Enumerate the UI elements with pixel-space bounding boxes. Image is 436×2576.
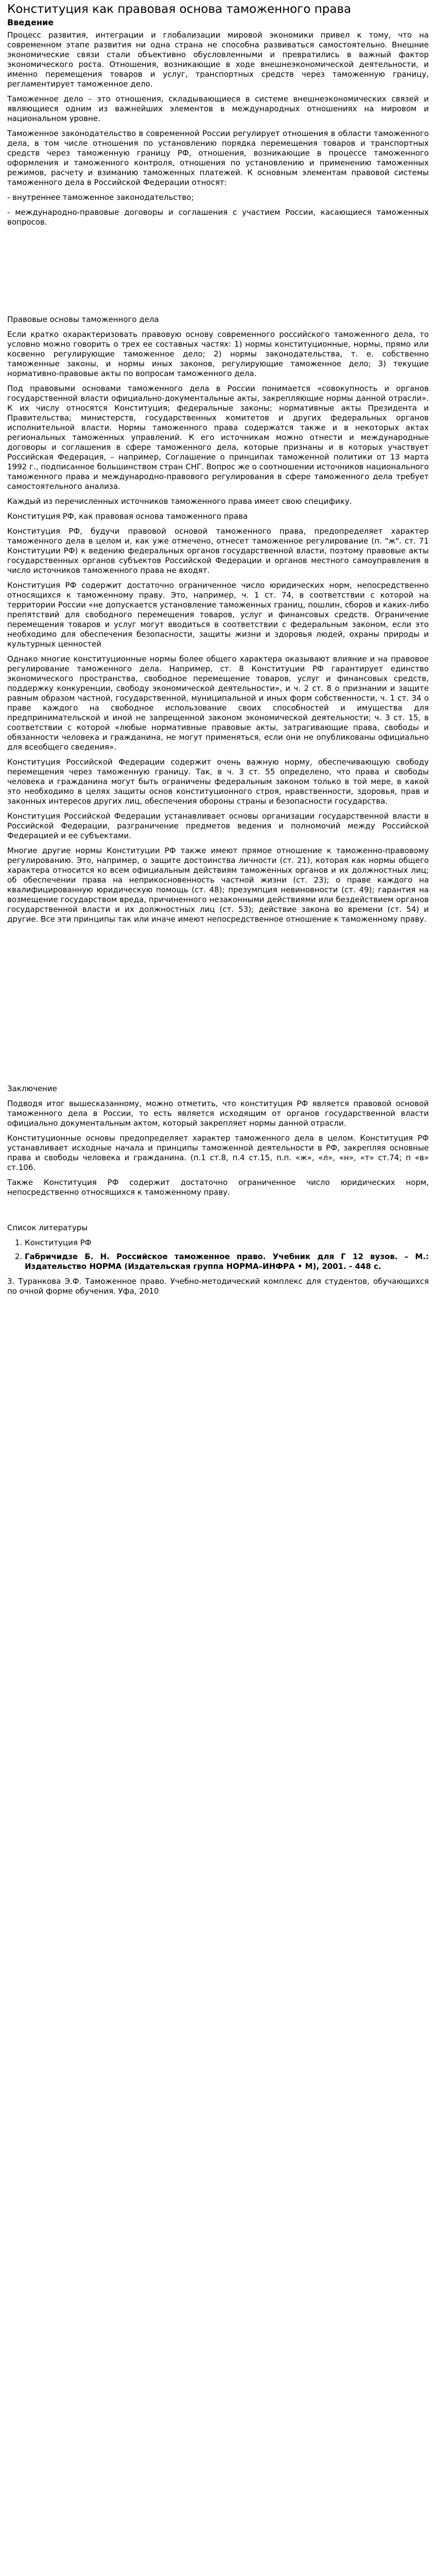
spacer (7, 232, 429, 315)
reference-item (25, 1238, 429, 1248)
references-section (7, 1223, 429, 1296)
reference-item (25, 1252, 429, 1272)
section-paragraph: Также Конституция РФ содержит достаточно ограниченное число юридических норм, непосредственно относящихся к таможенному праву. (7, 1178, 429, 1197)
reference-text: Конституция РФ (25, 1238, 92, 1247)
section-title: Список литературы (7, 1223, 88, 1232)
document-title: Конституция как правовая основа таможенного права (7, 3, 352, 16)
intro-paragraph: Таможенное законодательство в современной России регулирует отношения в области таможенного дела, в том числе отношения по установлению порядка перемещения товаров и транспортных средств через таможенную границу РФ, отношения, возникающие в процессе таможенного оформления и таможенного контроля, отношения по установлению и применению таможенных режимов, расчету и взиманию таможенных платежей. К основным элементам правовой системы таможенного дела в Российской Федерации относят: (7, 129, 429, 187)
references-list (7, 1238, 429, 1272)
section-title: Конституция РФ, как правовая основа таможенного права (7, 512, 248, 521)
section-paragraph: Конституция Российской Федерации содержит очень важную норму, обеспечивающую свободу перемещения через таможенную границу. Так, в ч. 3 ст. 55 определено, что права и свободы человека и гражданина могут быть ограничены федеральным законом только в той мере, в какой это необходимо в целях защиты основ конституционного строя, нравственности, здоровья, прав и законных интересов других лиц, обеспечения обороны страны и безопасности государства. (7, 757, 429, 806)
intro-heading: Введение (7, 18, 54, 27)
intro-paragraph: Процесс развития, интеграции и глобализации мировой экономики привел к тому, что на современном этапе развития ни одна страна не способна развиваться самостоятельно. Внешние экономические связи стали объективно обусловленными и превратились в важный фактор экономического роста. Отношения, возникающие в ходе внешнеэкономической деятельности, и именно перемещения товаров и услуг, транспортных средств через таможенную границу, регламентирует таможенное дело. (7, 30, 429, 89)
section-paragraph: Конституция Российской Федерации устанавливает основы организации государственной власти в Российской Федерации, разграничение предметов ведения и полномочий между Российской Федерацией и ее субъектами. (7, 811, 429, 840)
section-paragraph: Конституция РФ содержит достаточно ограниченное число юридических норм, непосредственно относящихся к таможенному праву. Это, например, ч. 1 ст. 74, в соответствии с которой на территории России «не допускается установление таможенных границ, пошлин, сборов и каких-либо препятствий для свободного перемещения товаров, услуг и финансовых средств. Ограничение перемещения товаров и услуг могут вводиться в соответствии с федеральным законом, если это необходимо для обеспечения безопасности, защиты жизни и здоровья людей, охраны природы и культурных ценностей (7, 581, 429, 649)
constitution-section (7, 512, 429, 924)
intro-list-item: - международно-правовые договоры и соглашения с участием России, касающиеся таможенных вопросов. (7, 208, 429, 227)
spacer (7, 1202, 429, 1223)
section-paragraph: Однако многие конституционные нормы более общего характера оказывают влияние и на правовое регулирование таможенного дела. Например, ст. 8 Конституции РФ гарантирует единство экономического пространства, свободное перемещение товаров, услуг и финансовых средств, поддержку конкуренции, свободу экономической деятельности», и ч. 2 ст. 8 о признании и защите равным образом частной, государственной, муниципальной и иных форм собственности, ч. 1 ст. 34 о праве каждого на свободное использование своих способностей и имущества для предпринимательской и иной не запрещенной законом экономической деятельности; ч. 3 ст. 15, в соответствии с которой «любые нормативные правовые акты, затрагивающие права, свободы и обязанности человека и гражданина, не могут применяться, если они не опубликованы официально для всеобщего сведения». (7, 654, 429, 752)
section-paragraph: Подводя итог вышесказанному, можно отметить, что конституция РФ является правовой основой таможенного дела в России, то есть является исходящим от органов государственной власти официально документальным актом, который закрепляет нормы данной отрасли. (7, 1099, 429, 1128)
section-paragraph: Под правовыми основами таможенного дела в России понимается «совокупность и органов государственной власти официально-документальные акты, закрепляющие нормы данной отрасли». К их числу относятся Конституция; федеральные законы; нормативные акты Президента и Правительства; министерств, государственных комитетов и других федеральных органов исполнительной власти. Нормы таможенного права содержатся также и в некоторых актах региональных таможенных управлений. К его источникам можно отнести и международные договоры и соглашения в сфере таможенного дела, которые признаны и в которых участвует Российская Федерация, – например, Соглашение о принципах таможенной политики от 13 марта 1992 г., подписанное большинством стран СНГ. Вопрос же о соотношении источников национального таможенного права и международно-правового регулирования в сфере таможенного дела требует самостоятельного анализа. (7, 384, 429, 491)
intro-paragraph: Таможенное дело – это отношения, складывающиеся в системе внешнеэкономических связей и являющиеся одним из важнейших элементов в международных отношениях на мировом и национальном уровне. (7, 94, 429, 123)
legal-basis-section (7, 315, 429, 506)
section-paragraph: Многие другие нормы Конституции РФ также имеют прямое отношение к таможенно-правовому регулированию. Это, например, о защите достоинства личности (ст. 21), которая как нормы общего характера относится ко всем официальным действиям таможенных органов и их должностных лиц; об обеспечении права на неприкосновенность частной жизни (ст. 23); о праве каждого на квалифицированную юридическую помощь (ст. 48); презумпция невиновности (ст. 49); гарантия на возмещение государством вреда, причиненного незаконными действиями или бездействием органов государственной власти и их должностных лиц (ст. 53); действие закона во времени (ст. 54) и другие. Все эти принципы так или иначе имеют непосредственное отношение к таможенному праву. (7, 846, 429, 924)
section-paragraph: Если кратко охарактеризовать правовую основу современного российского таможенного дела, то условно можно говорить о трех ее составных частях: 1) нормы конституционные, нормы, прямо или косвенно регулирующие таможенное дело; 2) нормы законодательства, т. е. собственно таможенные законы, и нормы иных законов, регулирующие таможенное дело; 3) текущие нормативно-правовые акты по вопросам таможенного дела. (7, 330, 429, 378)
intro-list-item: - внутреннее таможенное законодательство; (7, 193, 194, 202)
spacer (7, 929, 429, 1084)
section-paragraph: Конституция РФ, будучи правовой основой таможенного права, предопределяет характер таможенного дела в целом и, как уже отмечено, отнесет таможенное регулирование (п. "ж". ст. 71 Конституции РФ) к ведению федеральных органов государственной власти, поэтому правовые акты государственных органов субъектов Российской Федерации и органов местного самоуправления в число источников таможенного права не входят. (7, 527, 429, 575)
intro-section (7, 30, 429, 227)
reference-text-bold: Габричидзе Б. Н. Российское таможенное право. Учебник для Г 12 вузов. – М.: Издательство НОРМА (Издательская группа НОРМА–ИНФРА • М), 2001. - 448 с. (25, 1252, 429, 1271)
reference-item-plain: 3. Туранкова Э.Ф. Таможенное право. Учебно-методический комплекс для студентов, обучающихся по очной форме обучения. Уфа, 2010 (7, 1277, 429, 1296)
section-title: Правовые основы таможенного дела (7, 315, 159, 324)
document-page (0, 2, 436, 1296)
conclusion-section (7, 1084, 429, 1197)
section-title: Заключение (7, 1084, 57, 1093)
section-paragraph: Конституционные основы предопределяет характер таможенного дела в целом. Конституция РФ устанавливает исходные начала и принципы таможенной деятельности в РФ, закрепляя основные права и свободы человека и гражданина. (п.1 ст.8, п.4 ст.15, п.п. «ж», «л», «н», «т» ст.74; п «в» ст.106. (7, 1133, 429, 1172)
section-paragraph: Каждый из перечисленных источников таможенного права имеет свою специфику. (7, 497, 352, 506)
